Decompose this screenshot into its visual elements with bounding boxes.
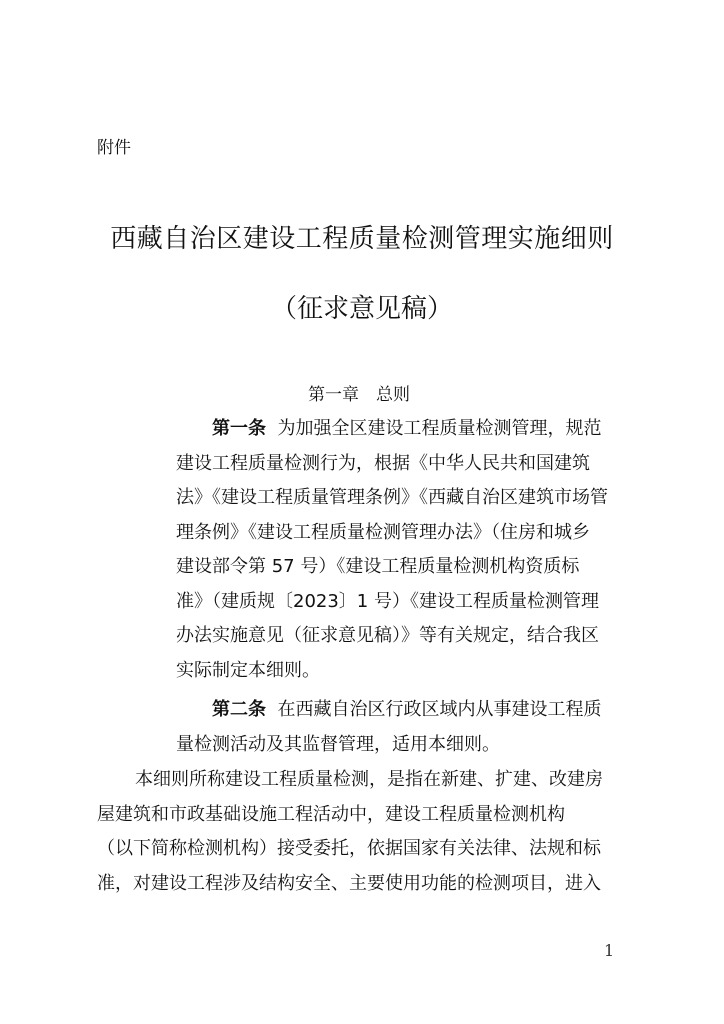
article-2 bbox=[176, 693, 636, 762]
page-number: 1 bbox=[604, 941, 615, 960]
document-subtitle: （征求意见稿） bbox=[270, 294, 453, 324]
article-1-line: 办法实施意见（征求意见稿）》等有关规定，结合我区 bbox=[176, 625, 599, 646]
article-1-line: 理条例》《建设工程质量检测管理办法》（住房和城乡 bbox=[176, 521, 590, 543]
paragraph-3-line: （以下简称检测机构）接受委托，依据国家有关法律、法规和标 bbox=[97, 838, 601, 859]
paragraph-3-line: 屋建筑和市政基础设施工程活动中，建设工程质量检测机构 bbox=[97, 803, 565, 825]
article-2-label: 第二条 bbox=[212, 699, 266, 720]
article-1-line: 准》（建质规〔2023〕1 号）《建设工程质量检测管理 bbox=[176, 590, 599, 612]
article-1-line: 实际制定本细则。 bbox=[176, 659, 320, 681]
paragraph-3 bbox=[97, 763, 635, 901]
article-2-line-text: 在西藏自治区行政区域内从事建设工程质 bbox=[277, 699, 602, 720]
article-1-line bbox=[176, 412, 636, 447]
article-1-line: 法》《建设工程质量管理条例》《西藏自治区建筑市场管 bbox=[176, 487, 608, 508]
document-title: 西藏自治区建设工程质量检测管理实施细则 bbox=[110, 224, 614, 254]
article-2-line: 量检测活动及其监督管理，适用本细则。 bbox=[176, 733, 500, 755]
chapter-heading: 第一章 总则 bbox=[308, 385, 410, 405]
article-2-line bbox=[176, 693, 636, 728]
article-1-line: 建设工程质量检测行为，根据《中华人民共和国建筑 bbox=[176, 452, 590, 474]
paragraph-3-line: 准，对建设工程涉及结构安全、主要使用功能的检测项目，进入 bbox=[97, 872, 601, 894]
article-1-label: 第一条 bbox=[212, 418, 266, 439]
article-1-line-text: 为加强全区建设工程质量检测管理，规范 bbox=[277, 418, 602, 439]
attachment-label: 附件 bbox=[97, 138, 131, 158]
article-1-line: 建设部令第 57 号）《建设工程质量检测机构资质标 bbox=[176, 556, 580, 577]
article-1 bbox=[176, 412, 636, 688]
paragraph-3-line: 本细则所称建设工程质量检测，是指在新建、扩建、改建房 bbox=[135, 769, 603, 790]
